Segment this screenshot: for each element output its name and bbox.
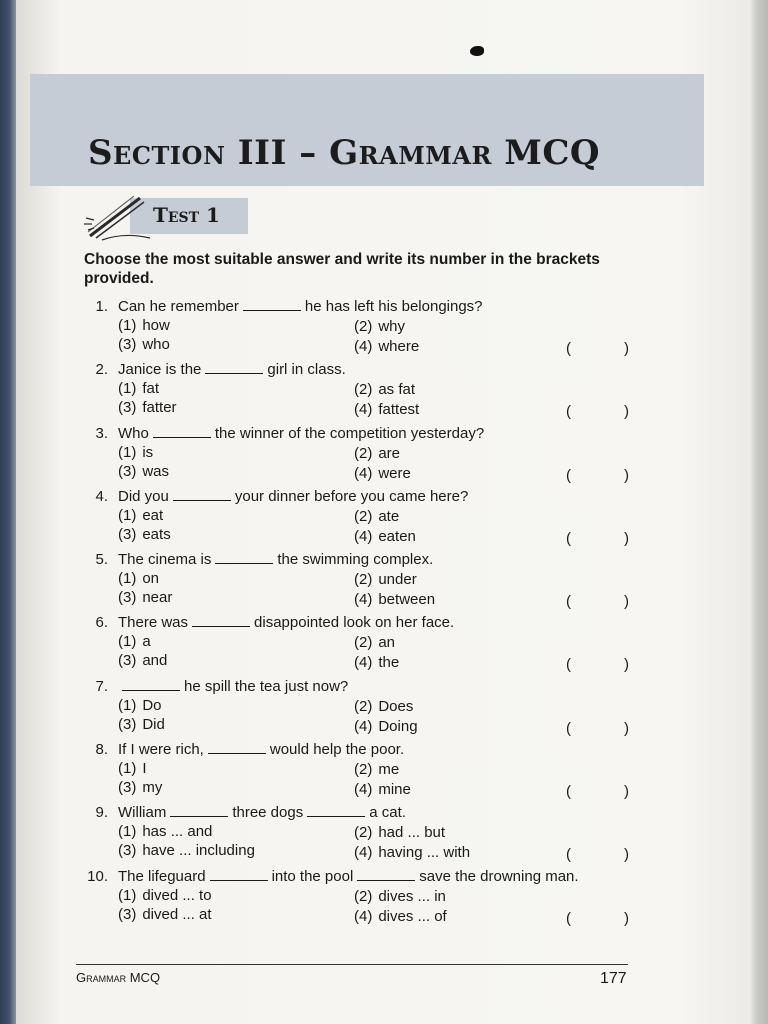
question-stem xyxy=(118,741,404,758)
bracket-open: ( xyxy=(566,593,571,611)
answer-option xyxy=(118,589,172,606)
answer-option xyxy=(354,591,435,608)
question-item xyxy=(76,425,656,488)
option-text: near xyxy=(142,589,173,607)
answer-option xyxy=(118,716,165,733)
footer-rule xyxy=(76,964,628,965)
question-stem-text: Did you xyxy=(118,487,169,505)
option-text: dived ... at xyxy=(142,905,212,923)
option-number: (2) xyxy=(354,824,373,842)
option-number: (3) xyxy=(118,779,137,797)
footer-running-title: Grammar MCQ xyxy=(76,970,161,985)
answer-option xyxy=(354,888,446,905)
option-text: and xyxy=(142,652,168,670)
option-text: was xyxy=(142,462,170,480)
question-stem-text: he has left his belongings? xyxy=(304,298,483,315)
answer-option xyxy=(354,571,417,588)
option-number: (4) xyxy=(354,844,373,862)
question-stem xyxy=(118,678,348,695)
bracket-close: ) xyxy=(624,340,629,357)
answer-option xyxy=(354,508,399,525)
test-label: Test 1 xyxy=(153,203,220,227)
answer-blank xyxy=(307,806,365,817)
answer-option xyxy=(354,338,419,355)
answer-blank xyxy=(170,806,228,817)
option-text: where xyxy=(378,338,420,355)
option-text: dives ... of xyxy=(378,907,447,925)
option-number: (4) xyxy=(354,781,373,799)
answer-option xyxy=(354,528,416,545)
answer-option xyxy=(118,317,170,334)
bracket-open: ( xyxy=(566,783,571,801)
option-number: (4) xyxy=(354,401,373,419)
answer-blank xyxy=(205,363,263,374)
option-number: (2) xyxy=(354,634,373,652)
answer-blank xyxy=(153,427,211,438)
question-number: 1. xyxy=(95,298,108,315)
page-number: 177 xyxy=(600,970,627,987)
option-number: (3) xyxy=(118,336,137,353)
option-text: having ... with xyxy=(378,844,471,862)
question-number: 4. xyxy=(95,487,108,505)
instructions: Choose the most suitable answer and write its number in the brackets provided. xyxy=(84,251,600,287)
question-number: 3. xyxy=(95,424,108,442)
option-number: (2) xyxy=(354,887,373,905)
option-text: Does xyxy=(378,697,414,715)
option-number: (1) xyxy=(118,823,137,841)
answer-option xyxy=(118,779,162,796)
option-text: on xyxy=(142,570,160,588)
option-number: (3) xyxy=(118,715,137,733)
question-number: 5. xyxy=(95,551,108,569)
option-text: between xyxy=(378,591,436,609)
question-item xyxy=(76,551,656,614)
question-stem-text: a cat. xyxy=(369,804,406,822)
option-text: had ... but xyxy=(378,824,446,842)
answer-option xyxy=(118,444,153,461)
option-number: (1) xyxy=(118,633,137,651)
option-text: eats xyxy=(142,525,171,543)
answer-option xyxy=(354,698,413,715)
question-stem xyxy=(118,614,454,631)
option-text: a xyxy=(142,633,151,651)
option-text: who xyxy=(142,336,170,353)
option-text: fatter xyxy=(142,399,177,417)
answer-option xyxy=(118,633,151,650)
option-text: an xyxy=(378,634,396,652)
answer-option xyxy=(354,844,470,861)
option-text: my xyxy=(142,779,163,797)
question-stem-text: girl in class. xyxy=(267,361,346,379)
option-number: (2) xyxy=(354,381,373,399)
option-text: as fat xyxy=(378,381,416,399)
answer-option xyxy=(354,761,399,778)
option-number: (4) xyxy=(354,654,373,672)
option-text: dives ... in xyxy=(378,887,446,905)
answer-option xyxy=(118,570,159,587)
option-number: (1) xyxy=(118,570,137,588)
answer-option xyxy=(118,842,255,859)
option-text: Did xyxy=(142,715,165,733)
question-item xyxy=(76,614,656,677)
option-number: (1) xyxy=(118,886,137,904)
option-text: mine xyxy=(378,781,411,799)
bracket-open: ( xyxy=(566,719,571,737)
option-text: Do xyxy=(142,696,162,714)
option-text: fattest xyxy=(378,401,420,419)
option-text: under xyxy=(378,571,417,589)
option-text: are xyxy=(378,444,401,462)
option-number: (1) xyxy=(118,696,137,714)
option-number: (3) xyxy=(118,842,137,860)
bracket-open: ( xyxy=(566,529,571,547)
bracket-close: ) xyxy=(624,403,629,421)
answer-blank xyxy=(243,300,301,311)
question-stem-text: he spill the tea just now? xyxy=(184,677,349,695)
bracket-open: ( xyxy=(566,340,571,357)
answer-option xyxy=(118,906,212,923)
bracket-close: ) xyxy=(624,719,629,737)
ink-mark xyxy=(470,46,484,56)
question-item xyxy=(76,741,656,804)
answer-option xyxy=(354,634,395,651)
question-number: 6. xyxy=(95,614,108,632)
question-stem xyxy=(118,551,433,568)
bracket-open: ( xyxy=(566,909,571,927)
question-number: 7. xyxy=(95,677,108,695)
question-list xyxy=(76,298,656,931)
answer-blank xyxy=(192,616,250,627)
pencil-icon xyxy=(84,192,154,242)
question-stem-text: The cinema is xyxy=(118,551,212,569)
answer-option xyxy=(354,401,419,418)
answer-option xyxy=(354,718,418,735)
option-number: (4) xyxy=(354,591,373,609)
option-number: (4) xyxy=(354,717,373,735)
question-stem xyxy=(118,425,484,442)
question-stem xyxy=(118,868,579,885)
question-stem xyxy=(118,298,483,315)
bracket-open: ( xyxy=(566,403,571,421)
option-number: (3) xyxy=(118,905,137,923)
option-number: (3) xyxy=(118,652,137,670)
option-text: ate xyxy=(378,507,400,525)
question-stem-text: would help the poor. xyxy=(269,741,405,759)
question-item xyxy=(76,298,656,361)
question-item xyxy=(76,361,656,424)
question-number: 2. xyxy=(95,361,108,379)
answer-option xyxy=(118,887,212,904)
question-item xyxy=(76,678,656,741)
option-text: is xyxy=(142,443,154,461)
option-number: (1) xyxy=(118,506,137,524)
question-stem-text: save the drowning man. xyxy=(419,867,579,885)
question-number: 8. xyxy=(95,741,108,759)
question-stem-text: into the pool xyxy=(271,867,354,885)
question-stem-text: the swimming complex. xyxy=(277,551,434,569)
question-item xyxy=(76,868,656,931)
question-stem-text: the winner of the competition yesterday? xyxy=(214,424,485,442)
bracket-open: ( xyxy=(566,846,571,864)
question-stem-text: disappointed look on her face. xyxy=(254,614,455,632)
answer-blank xyxy=(208,743,266,754)
option-text: how xyxy=(142,317,170,334)
option-text: eaten xyxy=(378,527,416,545)
option-number: (3) xyxy=(118,525,137,543)
option-text: have ... including xyxy=(142,842,255,860)
option-number: (1) xyxy=(118,760,137,778)
option-number: (2) xyxy=(354,571,373,589)
answer-option xyxy=(354,781,411,798)
question-stem-text: William xyxy=(118,804,167,822)
question-stem-text: The lifeguard xyxy=(118,867,206,885)
answer-option xyxy=(118,697,162,714)
option-number: (2) xyxy=(354,761,373,779)
book-page-edge-right xyxy=(750,0,768,1024)
option-number: (1) xyxy=(118,443,137,461)
answer-option xyxy=(354,381,415,398)
answer-option xyxy=(118,507,163,524)
answer-option xyxy=(118,399,177,416)
question-stem xyxy=(118,361,346,378)
question-stem-text: your dinner before you came here? xyxy=(234,487,469,505)
answer-option xyxy=(354,465,411,482)
option-text: the xyxy=(378,654,400,672)
bracket-close: ) xyxy=(624,656,629,674)
answer-blank xyxy=(210,870,268,881)
question-stem-text: If I were rich, xyxy=(118,741,204,759)
option-text: eat xyxy=(142,506,164,524)
question-stem-text: Janice is the xyxy=(118,361,202,379)
answer-option xyxy=(118,652,167,669)
question-item xyxy=(76,488,656,551)
answer-option xyxy=(118,760,147,777)
book-spine-left xyxy=(0,0,16,1024)
option-text: has ... and xyxy=(142,823,213,841)
option-number: (2) xyxy=(354,697,373,715)
option-text: why xyxy=(378,318,406,335)
answer-option xyxy=(118,526,171,543)
answer-blank xyxy=(357,870,415,881)
answer-option xyxy=(354,318,405,335)
option-number: (3) xyxy=(118,462,137,480)
option-text: me xyxy=(378,761,400,779)
option-text: Doing xyxy=(378,717,418,735)
bracket-open: ( xyxy=(566,656,571,674)
bracket-close: ) xyxy=(624,846,629,864)
bracket-close: ) xyxy=(624,529,629,547)
bracket-close: ) xyxy=(624,783,629,801)
answer-option xyxy=(354,824,445,841)
answer-option xyxy=(354,654,399,671)
question-stem-text: There was xyxy=(118,614,189,632)
question-item xyxy=(76,804,656,867)
question-stem xyxy=(118,804,406,821)
option-number: (3) xyxy=(118,399,137,417)
option-number: (2) xyxy=(354,444,373,462)
option-number: (4) xyxy=(354,464,373,482)
answer-option xyxy=(354,908,447,925)
question-stem-text: Can he remember xyxy=(118,298,239,315)
bracket-open: ( xyxy=(566,466,571,484)
option-number: (4) xyxy=(354,338,373,355)
option-number: (4) xyxy=(354,527,373,545)
option-text: were xyxy=(378,464,411,482)
question-number: 10. xyxy=(87,867,108,885)
answer-blank xyxy=(173,490,231,501)
question-stem-text: three dogs xyxy=(232,804,304,822)
answer-blank xyxy=(215,553,273,564)
bracket-close: ) xyxy=(624,909,629,927)
answer-option xyxy=(354,445,400,462)
bracket-close: ) xyxy=(624,466,629,484)
answer-blank xyxy=(122,680,180,691)
option-number: (3) xyxy=(118,589,137,607)
option-text: dived ... to xyxy=(142,886,212,904)
question-stem xyxy=(118,488,468,505)
answer-option xyxy=(118,380,159,397)
question-stem-text: Who xyxy=(118,424,149,442)
option-number: (2) xyxy=(354,507,373,525)
option-number: (4) xyxy=(354,907,373,925)
option-text: fat xyxy=(142,380,160,398)
option-number: (1) xyxy=(118,317,137,334)
bracket-close: ) xyxy=(624,593,629,611)
option-number: (2) xyxy=(354,318,373,335)
answer-option xyxy=(118,463,169,480)
section-title: Section III – Grammar MCQ xyxy=(88,133,601,173)
answer-option xyxy=(118,823,212,840)
question-number: 9. xyxy=(95,804,108,822)
option-number: (1) xyxy=(118,380,137,398)
option-text: I xyxy=(142,760,147,778)
answer-option xyxy=(118,336,170,353)
